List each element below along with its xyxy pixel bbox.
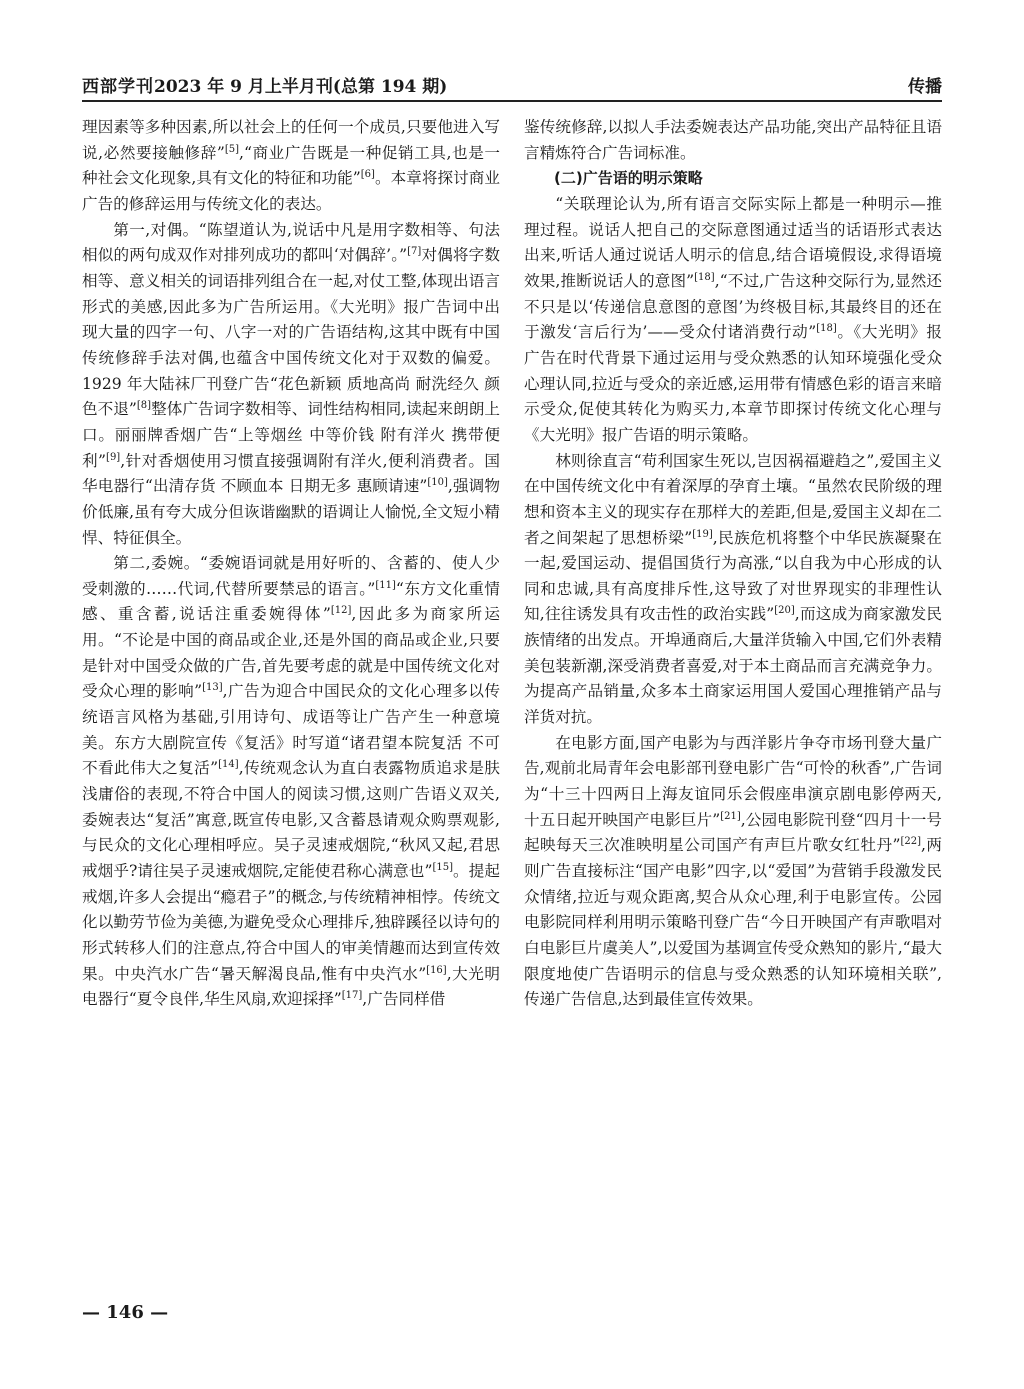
section-label: 传播: [908, 77, 942, 97]
paragraph: 在电影方面,国产电影为与西洋影片争夺市场刊登大量广告,观前北局青年会电影部刊登电影广告“可怜的秋香”,广告词为“十三十四两日上海友谊同乐会假座串演京剧电影停两天,十五日起开映国产电影巨片”[21],公园电影院刊登“四月十一号起映每天三次准映明星公司国产有声巨片歌女红牡丹”[22],两则广告直接标注“国产电影”四字,以“爱国”为营销手段激发民众情绪,拉近与观众距离,契合从众心理,利于电影宣传。公园电影院同样利用明示策略刊登广告“今日开映国产有声歌唱对白电影巨片虞美人”,以爱国为基调宣传受众熟知的影片,“最大限度地使广告语明示的信息与受众熟悉的认知环境相关联”,传递广告信息,达到最佳宣传效果。: [524, 733, 942, 1009]
paragraph: 鉴传统修辞,以拟人手法委婉表达产品功能,突出产品特征且语言精炼符合广告词标准。: [524, 118, 942, 162]
citation-marker: [12]: [330, 605, 352, 617]
right-column: [524, 115, 942, 1013]
issue-info: 2023 年 9 月上半月刊(总第 194 期): [154, 77, 448, 97]
citation-marker: [20]: [774, 605, 795, 617]
citation-marker: [10]: [427, 477, 448, 489]
citation-marker: [13]: [202, 682, 223, 694]
paragraph: 第一,对偶。“陈望道认为,说话中凡是用字数相等、句法相似的两句成双作对排列成功的都叫‘对偶辞’。”[7]对偶将字数相等、意义相关的词语排列组合在一起,对仗工整,体现出语言形式的美感,因此多为广告所运用。《大光明》报广告词中出现大量的四字一句、八字一对的广告语结构,这其中既有中国传统修辞手法对偶,也蕴含中国传统文化对于双数的偏爱。1929 年大陆袜厂刊登广告“花色新颖 质地高尚 耐洗经久 颜色不退”[8]整体广告词字数相等、词性结构相同,读起来朗朗上口。丽丽牌香烟广告“上等烟丝 中等价钱 附有洋火 携带便利”[9],针对香烟使用习惯直接强调附有洋火,便利消费者。国华电器行“出清存货 不顾血本 日期无多 惠顾请速”[10],强调物价低廉,虽有夸大成分但诙谐幽默的语调让人愉悦,全文短小精悍、特征俱全。: [82, 220, 501, 547]
citation-marker: [17]: [341, 990, 363, 1002]
citation-marker: [22]: [900, 836, 921, 848]
citation-marker: [16]: [426, 964, 447, 976]
paragraph: “关联理论认为,所有语言交际实际上都是一种明示—推理过程。说话人把自己的交际意图通过适当的话语形式表达出来,听话人通过说话人明示的信息,结合语境假设,求得语境效果,推断说话人的意图”[18],“不过,广告这种交际行为,显然还不只是以‘传递信息意图的意图’为终极目标,其最终目的还在于激发‘言后行为’——受众付诸消费行动”[18]。《大光明》报广告在时代背景下通过运用与受众熟悉的认知环境强化受众心理认同,拉近与受众的亲近感,运用带有情感色彩的语言来暗示受众,促使其转化为购买力,本章节即探讨传统文化心理与《大光明》报广告语的明示策略。: [524, 194, 942, 444]
journal-title: [82, 72, 447, 97]
paragraph: 理因素等多种因素,所以社会上的任何一个成员,只要他进入写说,必然要接触修辞”[5],“商业广告既是一种促销工具,也是一种社会文化现象,具有文化的特征和功能”[6]。本章将探讨商业广告的修辞运用与传统文化的表达。: [82, 118, 500, 213]
journal-name: 西部学刊: [82, 77, 154, 97]
running-header: [82, 70, 942, 102]
citation-marker: [21]: [720, 810, 741, 822]
citation-marker: [6]: [360, 169, 375, 181]
page-number: — 146 —: [82, 1302, 169, 1323]
paragraph: 第二,委婉。“委婉语词就是用好听的、含蓄的、使人少受刺激的……代词,代替所要禁忌的语言。”[11]“东方文化重情感、重含蓄,说话注重委婉得体”[12],因此多为商家所运用。“不论是中国的商品或企业,还是外国的商品或企业,只要是针对中国受众做的广告,首先要考虑的就是中国传统文化对受众心理的影响”[13],广告为迎合中国民众的文化心理多以传统语言风格为基础,引用诗句、成语等让广告产生一种意境美。东方大剧院宣传《复活》时写道“诸君望本院复活 不可不看此伟大之复活”[14],传统观念认为直白表露物质追求是肤浅庸俗的表现,不符合中国人的阅读习惯,这则广告语义双关,委婉表达“复活”寓意,既宣传电影,又含蓄恳请观众购票观影,与民众的文化心理相呼应。吴子灵速戒烟院,“秋风又起,君思戒烟乎?请往吴子灵速戒烟院,定能使君称心满意也”[15]。提起戒烟,许多人会提出“瘾君子”的概念,与传统精神相悖。传统文化以勤劳节俭为美德,为避免受众心理排斥,独辟蹊径以诗句的形式转移人们的注意点,符合中国人的审美情趣而达到宣传效果。中央汽水广告“暑天解渴良品,惟有中央汽水”[16],大光明电器行“夏令良伴,华生风扇,欢迎採择”[17],广告同样借: [82, 554, 500, 1009]
citation-marker: [11]: [375, 579, 396, 591]
citation-marker: [9]: [106, 451, 121, 463]
citation-marker: [18]: [816, 323, 837, 335]
citation-marker: [5]: [224, 143, 240, 155]
citation-marker: [19]: [692, 528, 713, 540]
citation-marker: [8]: [136, 400, 152, 412]
citation-marker: [14]: [218, 759, 239, 771]
citation-marker: [15]: [432, 862, 453, 874]
left-column: [82, 115, 500, 1013]
section-heading: (二)广告语的明示策略: [554, 169, 703, 188]
paragraph: 林则徐直言“苟利国家生死以,岂因祸福避趋之”,爱国主义在中国传统文化中有着深厚的孕育土壤。“虽然农民阶级的理想和资本主义的现实存在那样大的差距,但是,爱国主义却在二者之间架起了思想桥梁”[19],民族危机将整个中华民族凝聚在一起,爱国运动、提倡国货行为高涨,“以自我为中心形成的认同和忠诚,具有高度排斥性,这导致了对世界现实的非理性认知,往往诱发具有攻击性的政治实践”[20],而这成为商家激发民族情绪的出发点。开埠通商后,大量洋货输入中国,它们外表精美包装新潮,深受消费者喜爱,对于本土商品而言充满竞争力。为提高产品销量,众多本土商家运用国人爱国心理推销产品与洋货对抗。: [524, 451, 942, 727]
citation-marker: [7]: [407, 246, 422, 258]
citation-marker: [18]: [694, 271, 715, 283]
